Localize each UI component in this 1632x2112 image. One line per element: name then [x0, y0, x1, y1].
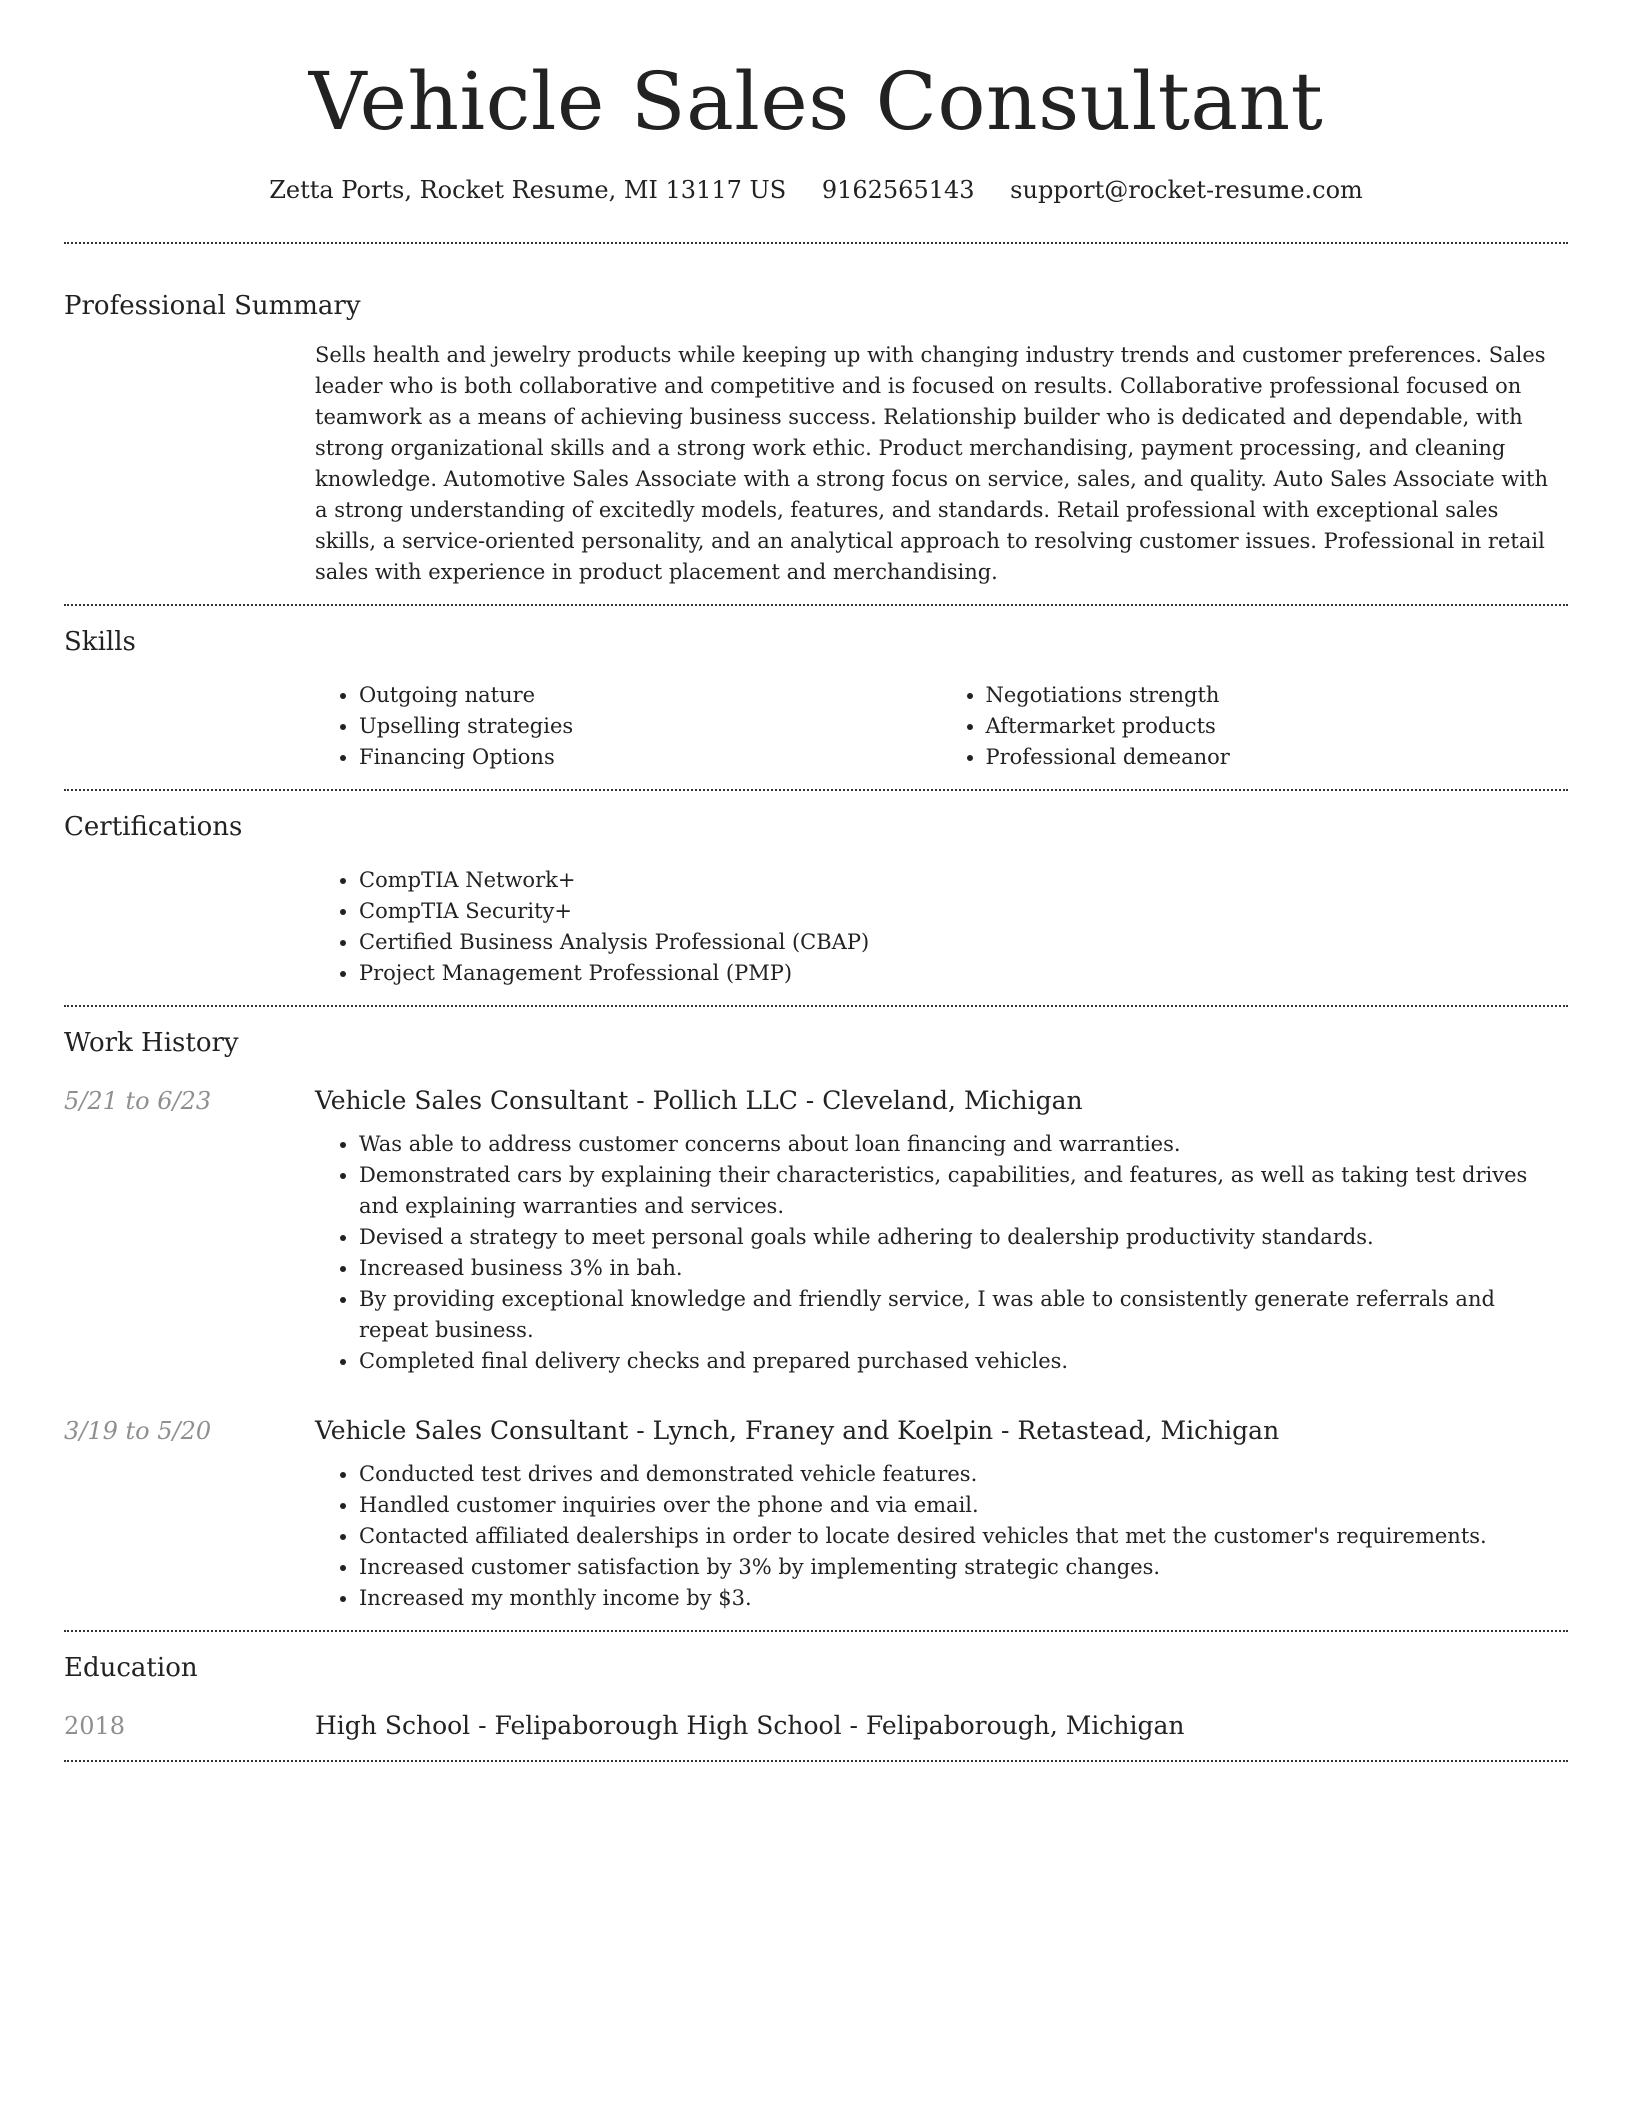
- candidate-name: Vehicle Sales Consultant: [308, 55, 1324, 148]
- job-main: [315, 1413, 1568, 1614]
- job-bullet: • By providing exceptional knowledge and friendly service, I was able to consistently generate referrals and repeat business.: [359, 1284, 1528, 1346]
- certifications-list: [315, 865, 1568, 989]
- contact-line: [64, 174, 1568, 206]
- summary-text: Sells health and jewelry products while keeping up with changing industry trends and customer preferences. Sales leader who is both collaborative and competitive and is focused on results. Collaborative professional focused on teamwork as a means of achieving business success. Relationship builder who is dedicated and dependable, with strong organizational skills and a strong work ethic. Product merchandising, payment processing, and cleaning knowledge. Automotive Sales Associate with a strong focus on service, sales, and quality. Auto Sales Associate with a strong understanding of excitedly models, features, and standards. Retail professional with exceptional sales skills, a service-oriented personality, and an analytical approach to resolving customer issues. Professional in retail sales with experience in product placement and merchandising.: [315, 343, 1548, 584]
- job-bullet: • Increased my monthly income by $3.: [359, 1583, 1528, 1614]
- job-bullet: • Conducted test drives and demonstrated vehicle features.: [359, 1459, 1528, 1490]
- job-bullets: [315, 1459, 1528, 1614]
- skills-grid: [315, 680, 1568, 773]
- certification-item: • CompTIA Security+: [359, 896, 1568, 927]
- certification-item: • Certified Business Analysis Professional (CBAP): [359, 927, 1568, 958]
- job-role: Vehicle Sales Consultant: [315, 1086, 629, 1115]
- skill-item: • Professional demeanor: [986, 742, 1569, 773]
- job-bullet: • Completed final delivery checks and prepared purchased vehicles.: [359, 1346, 1528, 1377]
- education-degree: High School: [315, 1711, 471, 1740]
- skill-item: • Outgoing nature: [359, 680, 942, 711]
- education-year: 2018: [64, 1712, 126, 1740]
- job-bullet: • Handled customer inquiries over the phone and via email.: [359, 1490, 1528, 1521]
- resume-header: [64, 0, 1568, 206]
- certifications-heading: Certifications: [64, 812, 243, 842]
- job-bullet: • Was able to address customer concerns about loan financing and warranties.: [359, 1129, 1528, 1160]
- skills-list-left: [315, 680, 942, 773]
- skills-heading: Skills: [64, 627, 136, 657]
- skill-item: • Aftermarket products: [986, 711, 1569, 742]
- job-employer: - Lynch, Franey and Koelpin - Retastead, Michigan: [628, 1416, 1280, 1445]
- job-entry: [64, 1413, 1568, 1614]
- skills-section: [64, 606, 1568, 789]
- job-bullet: • Devised a strategy to meet personal goals while adhering to dealership productivity standards.: [359, 1222, 1528, 1253]
- section-divider: [64, 1760, 1568, 1762]
- contact-email: support@rocket-resume.com: [1010, 176, 1363, 204]
- job-dates: 5/21 to 6/23: [64, 1087, 212, 1115]
- education-title-line: [315, 1708, 1528, 1744]
- job-main: [315, 1083, 1568, 1377]
- job-bullet: • Contacted affiliated dealerships in order to locate desired vehicles that met the customer's requirements.: [359, 1521, 1528, 1552]
- education-section: [64, 1632, 1568, 1760]
- job-dates: 3/19 to 5/20: [64, 1417, 212, 1445]
- contact-address: Zetta Ports, Rocket Resume, MI 13117 US: [269, 176, 787, 204]
- certification-item: • Project Management Professional (PMP): [359, 958, 1568, 989]
- job-title-line: [315, 1413, 1528, 1449]
- job-bullet: • Increased business 3% in bah.: [359, 1253, 1528, 1284]
- contact-phone: 9162565143: [821, 176, 975, 204]
- education-heading: Education: [64, 1653, 198, 1683]
- job-employer: - Pollich LLC - Cleveland, Michigan: [628, 1086, 1083, 1115]
- certification-item: • CompTIA Network+: [359, 865, 1568, 896]
- job-bullet: • Increased customer satisfaction by 3% by implementing strategic changes.: [359, 1552, 1528, 1583]
- summary-heading: Professional Summary: [64, 291, 361, 321]
- education-main: [315, 1708, 1568, 1744]
- work-history-heading: Work History: [64, 1028, 239, 1058]
- education-entry: [64, 1708, 1568, 1744]
- summary-section: [64, 244, 1568, 604]
- certifications-section: [64, 791, 1568, 1005]
- education-school: - Felipaborough High School - Felipaborough, Michigan: [470, 1711, 1185, 1740]
- work-history-section: [64, 1007, 1568, 1630]
- skill-item: • Upselling strategies: [359, 711, 942, 742]
- skills-list-right: [942, 680, 1569, 773]
- skill-item: • Negotiations strength: [986, 680, 1569, 711]
- certifications-body: [315, 865, 1568, 989]
- job-bullets: [315, 1129, 1528, 1377]
- job-bullet: • Demonstrated cars by explaining their characteristics, capabilities, and features, as well as taking test drives and explaining warranties and services.: [359, 1160, 1528, 1222]
- job-entry: [64, 1083, 1568, 1377]
- job-title-line: [315, 1083, 1528, 1119]
- skill-item: • Financing Options: [359, 742, 942, 773]
- job-role: Vehicle Sales Consultant: [315, 1416, 629, 1445]
